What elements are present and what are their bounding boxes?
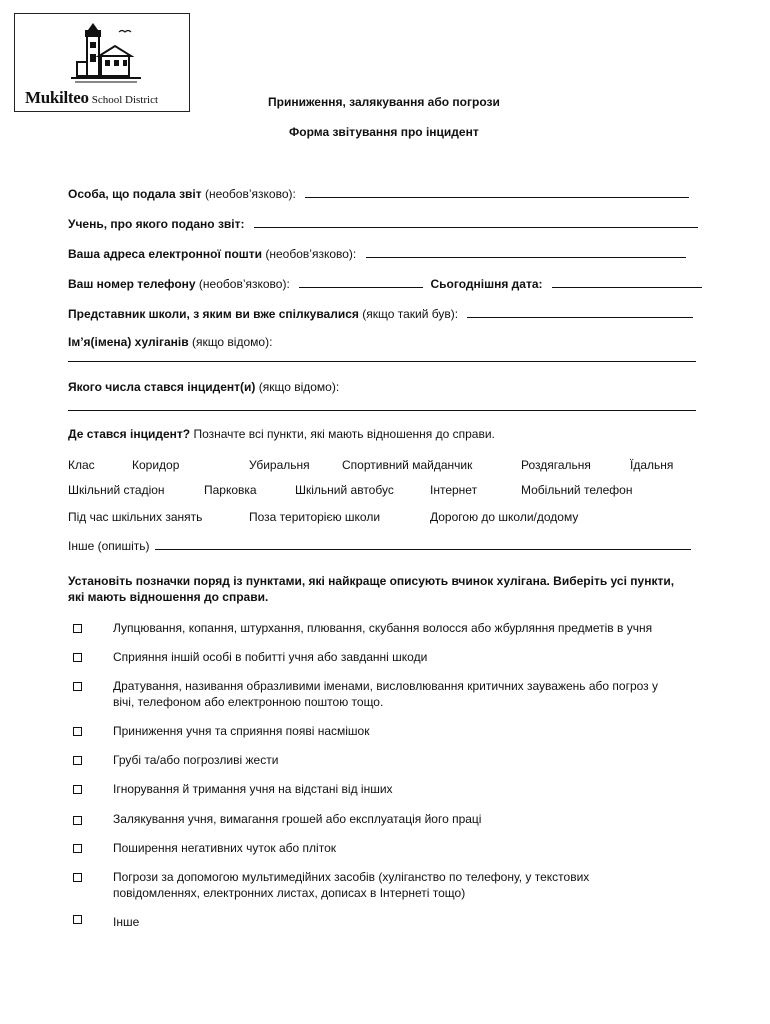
behavior-checkbox[interactable] [73, 727, 82, 736]
email-label: Ваша адреса електронної пошти [68, 247, 263, 261]
field-staff [68, 305, 693, 321]
reporter-label: Особа, що подала звіт [68, 187, 202, 201]
behavior-item [113, 781, 703, 797]
behavior-checkbox[interactable] [73, 785, 82, 794]
district-logo [14, 13, 190, 112]
location-other-label: Інше (опишіть) [68, 539, 150, 553]
behavior-item [113, 649, 703, 665]
behavior-item-text: Інше [113, 915, 140, 929]
dates-input-line[interactable] [68, 410, 696, 411]
behavior-item [113, 840, 703, 856]
field-phone-date [68, 275, 702, 291]
lighthouse-icon [69, 22, 149, 86]
phone-input-line[interactable] [299, 275, 423, 288]
location-question [68, 427, 495, 441]
dates-label: Якого числа стався інцидент(и) [68, 380, 256, 394]
reporter-note: (необов’язково): [201, 187, 296, 201]
staff-input-line[interactable] [467, 305, 693, 318]
behavior-checkbox[interactable] [73, 873, 82, 882]
phone-label: Ваш номер телефону [68, 277, 196, 291]
location-option[interactable]: Їдальня [630, 458, 674, 472]
behavior-checkbox[interactable] [73, 653, 82, 662]
location-option[interactable]: Мобільний телефон [521, 483, 633, 497]
behavior-item [113, 620, 703, 636]
bullies-label: Ім’я(імена) хуліганів [68, 335, 189, 349]
location-option[interactable]: Шкільний стадіон [68, 483, 165, 497]
staff-label: Представник школи, з яким ви вже спілкувалися [68, 307, 359, 321]
location-option[interactable]: Інтернет [430, 483, 478, 497]
behavior-checkbox[interactable] [73, 844, 82, 853]
location-option[interactable]: Коридор [132, 458, 180, 472]
logo-name-rest: School District [91, 94, 159, 106]
location-option[interactable]: Убиральня [249, 458, 310, 472]
behavior-item-text: Дратування, називання образливими іменами, висловлювання критичних зауважень або погроз у [113, 679, 659, 693]
location-option[interactable]: Парковка [204, 483, 257, 497]
date-label: Сьогоднішня дата: [430, 277, 543, 291]
behavior-checkbox[interactable] [73, 682, 82, 691]
behavior-item [113, 723, 703, 739]
location-option[interactable]: Поза територією школи [249, 510, 381, 524]
field-student [68, 215, 698, 231]
behavior-item-text: Погрози за допомогою мультимедійних засобів (хуліганство по телефону, у текстових [113, 870, 590, 884]
field-email [68, 245, 686, 261]
behaviors-instruction-line1: Установіть позначки поряд із пунктами, які найкраще описують вчинок хулігана. Виберіть усі пункти, [68, 574, 675, 588]
behavior-item-text-cont: вічі, телефоном або електронною поштою тощо. [113, 695, 384, 709]
location-option[interactable]: Клас [68, 458, 95, 472]
behavior-checkbox[interactable] [73, 816, 82, 825]
form-title: Приниження, залякування або погрози [268, 95, 500, 109]
behavior-item-text: Лупцювання, копання, штурхання, плювання, скубання волосся або жбурляння предметів в учня [113, 621, 653, 635]
behavior-item [113, 811, 703, 827]
location-instruction: Позначте всі пункти, які мають відношення до справи. [190, 427, 495, 441]
location-option[interactable]: Дорогою до школи/додому [430, 510, 579, 524]
behavior-item-text: Приниження учня та сприяння появі насмішок [113, 724, 370, 738]
student-input-line[interactable] [254, 215, 698, 228]
location-option[interactable]: Спортивний майданчик [342, 458, 473, 472]
email-input-line[interactable] [366, 245, 686, 258]
behaviors-instruction-line2: які мають відношення до справи. [68, 590, 269, 604]
logo-name-bold: Mukilteo [25, 88, 89, 107]
behavior-checkbox[interactable] [73, 915, 82, 924]
student-label: Учень, про якого подано звіт: [68, 217, 245, 231]
email-note: (необов’язково): [262, 247, 357, 261]
bullies-input-line[interactable] [68, 361, 696, 362]
field-bullies [68, 335, 272, 349]
field-dates [68, 380, 339, 394]
date-input-line[interactable] [552, 275, 702, 288]
behavior-item-text-cont: повідомленнях, електронних листах, дописах в Інтернеті тощо) [113, 886, 466, 900]
bullies-note: (якщо відомо): [188, 335, 273, 349]
behavior-item [113, 678, 703, 710]
behavior-item [113, 914, 703, 930]
behavior-item [113, 752, 703, 768]
behavior-item-text: Ігнорування й тримання учня на відстані від інших [113, 782, 393, 796]
behavior-item-text: Поширення негативних чуток або пліток [113, 841, 337, 855]
location-other [68, 537, 691, 553]
reporter-input-line[interactable] [305, 185, 689, 198]
behavior-checkbox[interactable] [73, 624, 82, 633]
form-subtitle: Форма звітування про інцидент [289, 125, 479, 139]
location-other-input-line[interactable] [155, 537, 691, 550]
dates-note: (якщо відомо): [255, 380, 340, 394]
behavior-item [113, 869, 703, 901]
behavior-item-text: Грубі та/або погрозливі жести [113, 753, 279, 767]
logo-wordmark [25, 88, 158, 108]
behavior-item-text: Сприяння іншій особі в побитті учня або завданні шкоди [113, 650, 428, 664]
behavior-checkbox[interactable] [73, 756, 82, 765]
location-option[interactable]: Шкільний автобус [295, 483, 394, 497]
field-reporter [68, 185, 689, 201]
staff-note: (якщо такий був): [358, 307, 459, 321]
location-option[interactable]: Роздягальня [521, 458, 591, 472]
behavior-item-text: Залякування учня, вимагання грошей або експлуатація його праці [113, 812, 482, 826]
location-question-label: Де стався інцидент? [68, 427, 191, 441]
phone-note: (необов’язково): [195, 277, 290, 291]
location-option[interactable]: Під час шкільних занять [68, 510, 203, 524]
